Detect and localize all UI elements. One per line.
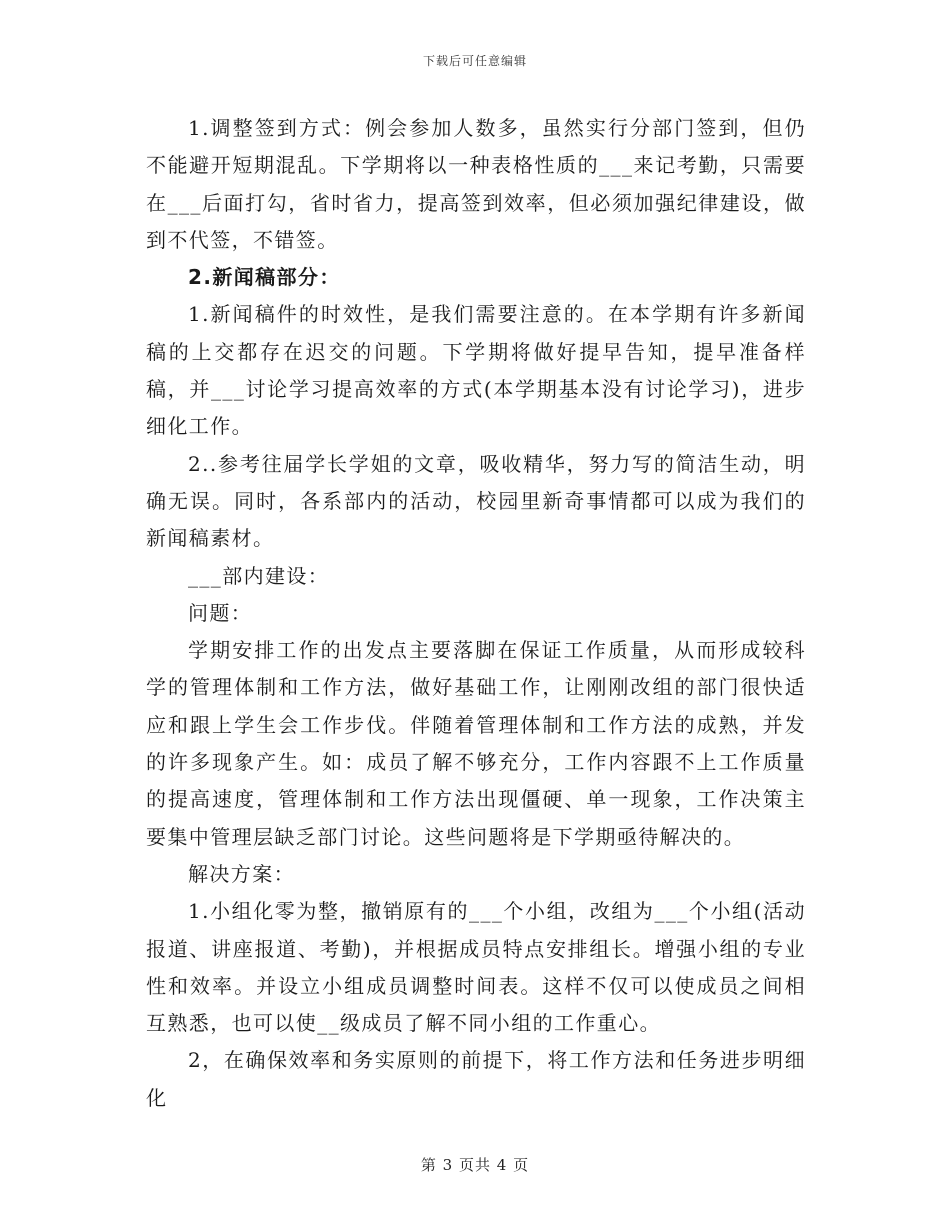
page-footer: 第 3 页共 4 页 xyxy=(420,1156,530,1174)
paragraph-news-reference: 2..参考往届学长学姐的文章，吸收精华，努力写的简洁生动，明确无误。同时，各系部内的活动，校园里新奇事情都可以成为我们的新闻稿素材。 xyxy=(146,451,806,551)
label-solution: 解决方案： xyxy=(188,861,295,886)
section-heading-news: 2.新闻稿部分： xyxy=(188,265,341,290)
paragraph-news-timeliness: 1.新闻稿件的时效性，是我们需要注意的。在本学期有许多新闻稿的上交都存在迟交的问题。下学期将做好提早告知，提早准备样稿，并___讨论学习提高效率的方式(本学期基本没有讨论学习)，进步细化工作。 xyxy=(146,302,806,439)
paragraph-signin-method: 1.调整签到方式：例会参加人数多，虽然实行分部门签到，但仍不能避开短期混乱。下学期将以一种表格性质的___来记考勤，只需要在___后面打勾，省时省力，提高签到效率，但必须加强纪律建设，做到不代签，不错签。 xyxy=(146,116,806,252)
label-problem: 问题： xyxy=(188,600,253,625)
page-header: 下载后可任意编辑 xyxy=(422,54,527,68)
section-heading-internal: ___部内建设： xyxy=(188,563,330,588)
document-body xyxy=(146,110,806,1117)
paragraph-solution-groups: 1.小组化零为整，撤销原有的___个小组，改组为___个小组(活动报道、讲座报道、考勤)，并根据成员特点安排组长。增强小组的专业性和效率。并设立小组成员调整时间表。这样不仅可以使成员之间相互熟悉，也可以使__级成员了解不同小组的工作重心。 xyxy=(146,899,806,1036)
paragraph-solution-refine: 2，在确保效率和务实原则的前提下，将工作方法和任务进步明细化 xyxy=(146,1048,806,1110)
paragraph-problem-detail: 学期安排工作的出发点主要落脚在保证工作质量，从而形成较科学的管理体制和工作方法，做好基础工作，让刚刚改组的部门很快适应和跟上学生会工作步伐。伴随着管理体制和工作方法的成熟，并发的许多现象产生。如：成员了解不够充分，工作内容跟不上工作质量的提高速度，管理体制和工作方法出现僵硬、单一现象，工作决策主要集中管理层缺乏部门讨论。这些问题将是下学期亟待解决的。 xyxy=(146,638,806,849)
